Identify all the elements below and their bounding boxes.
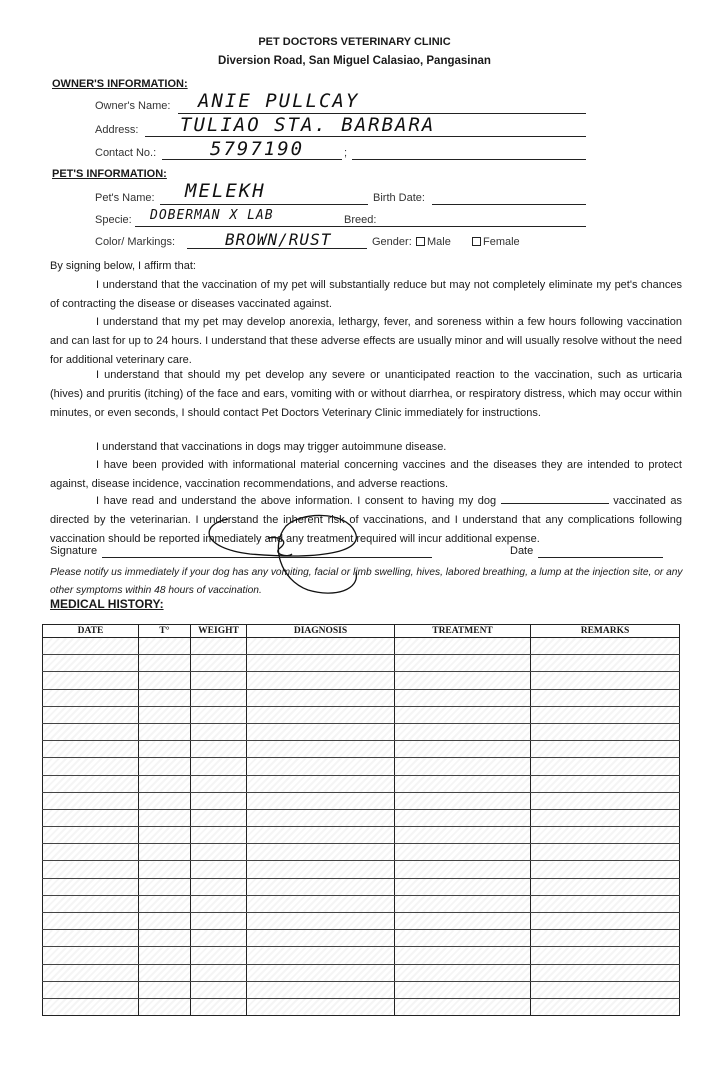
table-cell[interactable] — [43, 689, 139, 706]
table-cell[interactable] — [247, 947, 395, 964]
table-cell[interactable] — [139, 689, 191, 706]
table-row — [43, 638, 680, 655]
table-cell[interactable] — [43, 809, 139, 826]
table-cell[interactable] — [139, 998, 191, 1015]
table-cell[interactable] — [395, 913, 531, 930]
table-cell[interactable] — [191, 998, 247, 1015]
notice-text: Please notify us immediately if your dog has any vomiting, facial or limb swelling, hives, labored breathing, a lump at the injection site, or any other symptoms within 48 hours of vaccination. — [50, 567, 683, 596]
table-cell[interactable] — [531, 861, 680, 878]
table-cell[interactable] — [395, 741, 531, 758]
table-cell[interactable] — [43, 775, 139, 792]
consent-paragraph-6: I have read and understand the above information. I consent to having my dog vaccinated as directed by the veterinarian. I understand the inherent risk of vaccinations, and I understand that any complications following vaccination should be reported immediately and any treatment required will incur additional expense. — [50, 495, 683, 545]
medical-history-heading: MEDICAL HISTORY: — [50, 597, 164, 611]
table-cell[interactable] — [139, 981, 191, 998]
table-cell[interactable] — [531, 913, 680, 930]
table-cell[interactable] — [43, 947, 139, 964]
table-cell[interactable] — [531, 638, 680, 655]
table-row — [43, 947, 680, 964]
table-cell[interactable] — [247, 930, 395, 947]
table-cell[interactable] — [531, 655, 680, 672]
owner-info-heading: OWNER'S INFORMATION: — [52, 78, 188, 90]
table-row — [43, 964, 680, 981]
male-label: Male — [427, 236, 451, 248]
color-markings-label: Color/ Markings: — [95, 236, 176, 248]
table-cell[interactable] — [531, 981, 680, 998]
table-cell[interactable] — [191, 913, 247, 930]
table-cell[interactable] — [247, 775, 395, 792]
table-row — [43, 689, 680, 706]
table-cell[interactable] — [191, 809, 247, 826]
consent-paragraph-4: I understand that vaccinations in dogs may trigger autoimmune disease. — [96, 441, 447, 453]
table-cell[interactable] — [43, 638, 139, 655]
table-cell[interactable] — [247, 827, 395, 844]
table-cell[interactable] — [139, 827, 191, 844]
table-row — [43, 792, 680, 809]
table-cell[interactable] — [395, 998, 531, 1015]
table-cell[interactable] — [247, 913, 395, 930]
table-cell[interactable] — [247, 706, 395, 723]
table-cell[interactable] — [395, 844, 531, 861]
table-cell[interactable] — [395, 809, 531, 826]
table-row — [43, 655, 680, 672]
gender-label: Gender: — [372, 236, 412, 248]
table-cell[interactable] — [139, 706, 191, 723]
contact-label: Contact No.: — [95, 147, 157, 159]
table-cell[interactable] — [247, 758, 395, 775]
table-row — [43, 895, 680, 912]
table-cell[interactable] — [531, 878, 680, 895]
table-cell[interactable] — [531, 844, 680, 861]
consent-paragraph-5: I have been provided with informational material concerning vaccines and the diseases they are intended to protect against, disease incidence, vaccination recommendations, and adverse reactions. — [50, 459, 682, 490]
table-row — [43, 672, 680, 689]
table-cell[interactable] — [139, 878, 191, 895]
table-row — [43, 827, 680, 844]
table-cell[interactable] — [531, 758, 680, 775]
table-cell[interactable] — [395, 930, 531, 947]
table-cell[interactable] — [43, 998, 139, 1015]
table-cell[interactable] — [191, 964, 247, 981]
table-row — [43, 861, 680, 878]
table-cell[interactable] — [395, 947, 531, 964]
table-cell[interactable] — [139, 758, 191, 775]
table-cell[interactable] — [531, 827, 680, 844]
table-cell[interactable] — [43, 878, 139, 895]
contact-value[interactable]: 5797190 — [210, 138, 305, 160]
table-cell[interactable] — [43, 655, 139, 672]
table-cell[interactable] — [191, 878, 247, 895]
table-cell[interactable] — [43, 741, 139, 758]
table-cell[interactable] — [247, 655, 395, 672]
consent-paragraph-1: I understand that the vaccination of my pet will substantially reduce but may not completely eliminate my pet's chances of contracting the disease or diseases vaccinated against. — [50, 279, 682, 310]
table-cell[interactable] — [43, 981, 139, 998]
consent-paragraph-3: I understand that should my pet develop any severe or unanticipated reaction to the vaccination, such as urticaria (hives) and pruritis (itching) of the face and ears, vomiting with or without diarrhea, or respiratory distress, which may occur within minutes, or even seconds, I should contact Pet Doctors Veterinary Clinic immediately for instructions. — [50, 369, 682, 419]
table-cell[interactable] — [395, 672, 531, 689]
table-cell[interactable] — [531, 706, 680, 723]
table-cell[interactable] — [395, 723, 531, 740]
address-value[interactable]: TULIAO STA. BARBARA — [180, 114, 436, 136]
clinic-name: PET DOCTORS VETERINARY CLINIC — [258, 36, 451, 48]
table-cell[interactable] — [395, 981, 531, 998]
table-cell[interactable] — [139, 672, 191, 689]
breed-label: Breed: — [344, 214, 377, 226]
column-header-date: DATE — [43, 625, 139, 638]
table-cell[interactable] — [247, 844, 395, 861]
signature-label: Signature — [50, 545, 98, 557]
table-row — [43, 706, 680, 723]
table-cell[interactable] — [139, 947, 191, 964]
table-cell[interactable] — [139, 723, 191, 740]
table-cell[interactable] — [139, 775, 191, 792]
table-row — [43, 998, 680, 1015]
table-cell[interactable] — [43, 913, 139, 930]
table-cell[interactable] — [139, 741, 191, 758]
table-cell[interactable] — [395, 638, 531, 655]
table-cell[interactable] — [139, 809, 191, 826]
table-cell[interactable] — [531, 895, 680, 912]
table-cell[interactable] — [43, 672, 139, 689]
table-cell[interactable] — [395, 775, 531, 792]
table-cell[interactable] — [247, 981, 395, 998]
specie-value[interactable]: DOBERMAN X LAB — [150, 208, 274, 223]
table-cell[interactable] — [191, 706, 247, 723]
table-cell[interactable] — [191, 981, 247, 998]
consent-paragraph-2: I understand that my pet may develop anorexia, lethargy, fever, and soreness within a few hours following vaccination and can last for up to 24 hours. I understand that these adverse effects are usually minor and will usually resolve without the need for additional veterinary care. — [50, 316, 682, 366]
column-header-diagnosis: DIAGNOSIS — [247, 625, 395, 638]
table-cell[interactable] — [139, 638, 191, 655]
table-row — [43, 775, 680, 792]
table-cell[interactable] — [191, 947, 247, 964]
table-cell[interactable] — [139, 930, 191, 947]
column-header-temperature: T° — [139, 625, 191, 638]
owner-name-label: Owner's Name: — [95, 100, 171, 112]
pet-name-value[interactable]: MELEKH — [185, 180, 266, 202]
table-cell[interactable] — [43, 964, 139, 981]
table-row — [43, 878, 680, 895]
table-cell[interactable] — [191, 723, 247, 740]
table-cell[interactable] — [43, 792, 139, 809]
table-header-row — [43, 625, 680, 638]
table-cell[interactable] — [43, 723, 139, 740]
table-cell[interactable] — [247, 741, 395, 758]
table-cell[interactable] — [191, 792, 247, 809]
table-cell[interactable] — [531, 741, 680, 758]
table-cell[interactable] — [531, 723, 680, 740]
table-row — [43, 809, 680, 826]
table-cell[interactable] — [247, 861, 395, 878]
table-cell[interactable] — [43, 895, 139, 912]
table-cell[interactable] — [531, 964, 680, 981]
table-cell[interactable] — [43, 861, 139, 878]
table-cell[interactable] — [247, 672, 395, 689]
contact-separator: ; — [344, 147, 348, 159]
table-cell[interactable] — [395, 758, 531, 775]
table-cell[interactable] — [191, 930, 247, 947]
table-cell[interactable] — [395, 827, 531, 844]
table-row — [43, 723, 680, 740]
table-cell[interactable] — [247, 638, 395, 655]
column-header-treatment: TREATMENT — [395, 625, 531, 638]
owner-name-value[interactable]: ANIE PULLCAY — [198, 90, 360, 112]
table-cell[interactable] — [247, 998, 395, 1015]
pet-info-heading: PET'S INFORMATION: — [52, 168, 167, 180]
table-cell[interactable] — [531, 809, 680, 826]
table-cell[interactable] — [139, 913, 191, 930]
table-cell[interactable] — [531, 689, 680, 706]
table-cell[interactable] — [247, 895, 395, 912]
column-header-weight: WEIGHT — [191, 625, 247, 638]
female-label: Female — [483, 236, 520, 248]
medical-history-table — [42, 624, 680, 1016]
table-cell[interactable] — [191, 741, 247, 758]
table-row — [43, 981, 680, 998]
table-cell[interactable] — [191, 775, 247, 792]
table-cell[interactable] — [247, 723, 395, 740]
clinic-address: Diversion Road, San Miguel Calasiao, Pangasinan — [218, 55, 491, 67]
table-cell[interactable] — [531, 775, 680, 792]
table-cell[interactable] — [395, 655, 531, 672]
specie-label: Specie: — [95, 214, 132, 226]
table-cell[interactable] — [247, 689, 395, 706]
table-cell[interactable] — [43, 844, 139, 861]
table-cell[interactable] — [139, 655, 191, 672]
table-cell[interactable] — [139, 895, 191, 912]
table-cell[interactable] — [43, 758, 139, 775]
table-cell[interactable] — [191, 655, 247, 672]
table-cell[interactable] — [191, 689, 247, 706]
table-cell[interactable] — [247, 792, 395, 809]
table-cell[interactable] — [531, 998, 680, 1015]
table-cell[interactable] — [139, 844, 191, 861]
table-cell[interactable] — [531, 672, 680, 689]
table-row — [43, 758, 680, 775]
table-cell[interactable] — [395, 861, 531, 878]
table-cell[interactable] — [139, 861, 191, 878]
table-cell[interactable] — [191, 758, 247, 775]
table-cell[interactable] — [395, 964, 531, 981]
table-cell[interactable] — [531, 792, 680, 809]
table-cell[interactable] — [191, 895, 247, 912]
address-label: Address: — [95, 124, 139, 136]
table-row — [43, 930, 680, 947]
color-value[interactable]: BROWN/RUST — [225, 230, 332, 249]
pet-name-label: Pet's Name: — [95, 192, 155, 204]
table-row — [43, 844, 680, 861]
table-cell[interactable] — [247, 878, 395, 895]
table-row — [43, 741, 680, 758]
table-cell[interactable] — [395, 878, 531, 895]
table-cell[interactable] — [395, 895, 531, 912]
date-label: Date — [510, 545, 534, 557]
table-cell[interactable] — [531, 930, 680, 947]
table-cell[interactable] — [191, 861, 247, 878]
table-cell[interactable] — [531, 947, 680, 964]
table-cell[interactable] — [395, 706, 531, 723]
table-cell[interactable] — [191, 844, 247, 861]
table-cell[interactable] — [247, 809, 395, 826]
table-cell[interactable] — [191, 672, 247, 689]
birth-date-label: Birth Date: — [373, 192, 425, 204]
table-cell[interactable] — [191, 638, 247, 655]
table-cell[interactable] — [43, 930, 139, 947]
table-cell[interactable] — [43, 706, 139, 723]
table-cell[interactable] — [191, 827, 247, 844]
table-cell[interactable] — [247, 964, 395, 981]
table-cell[interactable] — [395, 689, 531, 706]
table-row — [43, 913, 680, 930]
medical-history-rows — [43, 638, 680, 1016]
consent-intro: By signing below, I affirm that: — [50, 260, 196, 272]
column-header-remarks: REMARKS — [531, 625, 680, 638]
table-cell[interactable] — [139, 964, 191, 981]
table-cell[interactable] — [139, 792, 191, 809]
table-cell[interactable] — [43, 827, 139, 844]
table-cell[interactable] — [395, 792, 531, 809]
